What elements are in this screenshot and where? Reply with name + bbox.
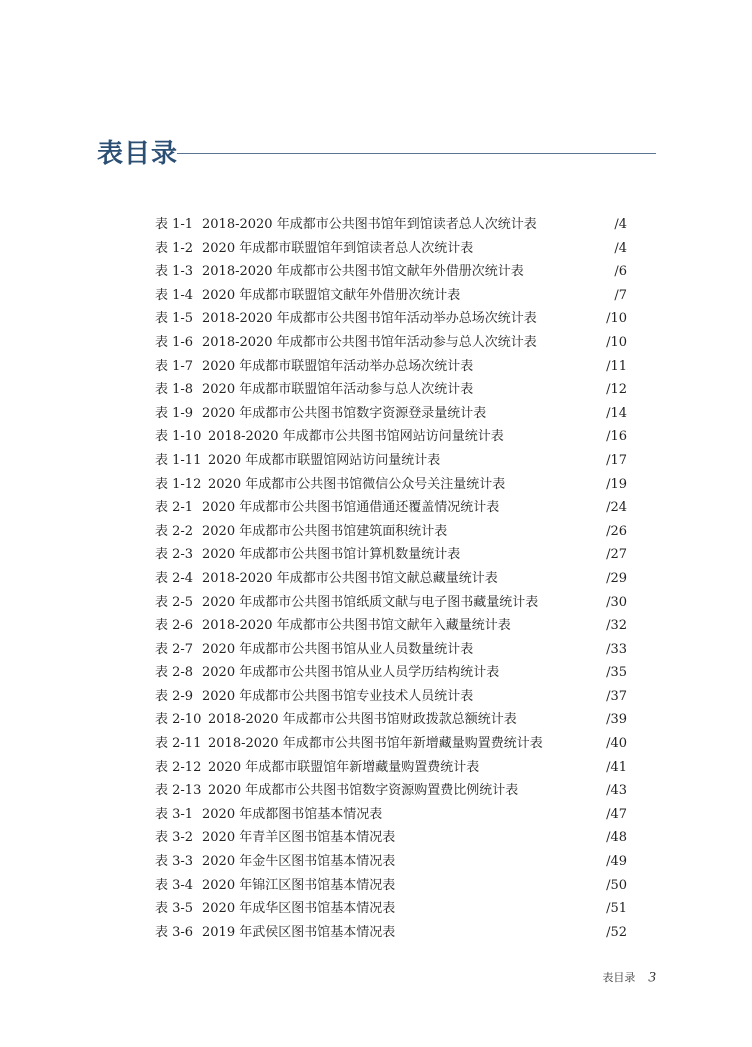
toc-entry-title: 2020 年成都市公共图书馆通借通还覆盖情况统计表 <box>202 500 500 516</box>
toc-entry-page: /30 <box>606 594 627 610</box>
toc-entry[interactable] <box>155 567 627 591</box>
toc-entry-label: 表 2-1 <box>155 500 194 516</box>
toc-entry-label: 表 1-4 <box>155 287 194 303</box>
toc-entry-page: /19 <box>606 476 627 492</box>
toc-entry-label: 表 2-9 <box>155 688 194 704</box>
footer-page-number: 3 <box>648 969 656 986</box>
page-footer <box>602 966 656 988</box>
toc-entry-page: /49 <box>606 854 627 870</box>
toc-entry-title: 2020 年锦江区图书馆基本情况表 <box>202 877 396 893</box>
toc-entry-page: /52 <box>606 924 627 940</box>
toc-entry-page: /29 <box>606 570 627 586</box>
toc-entry-title: 2020 年成都市公共图书馆专业技术人员统计表 <box>202 688 474 704</box>
toc-entry-page: /10 <box>606 311 627 327</box>
toc-entry-title: 2020 年成都市公共图书馆数字资源购置费比例统计表 <box>208 783 519 799</box>
toc-entry-page: /27 <box>606 547 627 563</box>
toc-entry-title: 2020 年成都市公共图书馆数字资源登录量统计表 <box>202 405 487 421</box>
toc-entry-title: 2020 年成都市联盟馆年活动参与总人次统计表 <box>202 382 474 398</box>
toc-entry[interactable] <box>155 591 627 615</box>
toc-entry[interactable] <box>155 355 627 379</box>
toc-entry[interactable] <box>155 496 627 520</box>
toc-entry-label: 表 1-7 <box>155 358 194 374</box>
toc-entry-label: 表 1-3 <box>155 264 194 280</box>
toc-entry-title: 2018-2020 年成都市公共图书馆年到馆读者总人次统计表 <box>202 217 537 232</box>
toc-entry[interactable] <box>155 284 627 308</box>
toc-entry-page: /41 <box>606 759 627 775</box>
toc-entry-title: 2020 年成华区图书馆基本情况表 <box>202 901 396 917</box>
toc-entry-page: /26 <box>606 523 627 539</box>
toc-entry-title: 2020 年成都市联盟馆网站访问量统计表 <box>208 452 441 468</box>
toc-entry[interactable] <box>155 473 627 497</box>
toc-entry-page: /35 <box>606 665 627 681</box>
toc-entry-title: 2020 年成都市公共图书馆计算机数量统计表 <box>202 547 461 563</box>
toc-entry[interactable] <box>155 614 627 638</box>
toc-entry-title: 2018-2020 年成都市公共图书馆文献年入藏量统计表 <box>202 618 511 634</box>
toc-entry[interactable] <box>155 543 627 567</box>
toc-entry-label: 表 2-3 <box>155 547 194 563</box>
toc-entry-title: 2018-2020 年成都市公共图书馆网站访问量统计表 <box>208 429 504 445</box>
toc-entry-label: 表 2-2 <box>155 523 194 539</box>
toc-entry-label: 表 2-13 <box>155 783 202 799</box>
table-of-contents <box>155 213 627 944</box>
toc-entry-page: /11 <box>606 358 627 374</box>
toc-entry-page: /50 <box>606 877 627 893</box>
toc-entry-label: 表 1-12 <box>155 476 202 492</box>
footer-section-label: 表目录 <box>602 970 636 984</box>
toc-entry[interactable] <box>155 826 627 850</box>
toc-entry[interactable] <box>155 378 627 402</box>
toc-entry-label: 表 1-5 <box>155 311 194 327</box>
toc-entry-title: 2020 年成都市公共图书馆从业人员学历结构统计表 <box>202 665 500 681</box>
toc-entry-page: /16 <box>606 429 627 445</box>
toc-entry-page: /51 <box>606 901 627 917</box>
toc-entry-page: /39 <box>606 712 627 728</box>
toc-entry-label: 表 2-8 <box>155 665 194 681</box>
toc-entry-title: 2018-2020 年成都市公共图书馆文献总藏量统计表 <box>202 570 498 586</box>
toc-entry-page: /33 <box>606 641 627 657</box>
toc-entry-page: /40 <box>606 736 627 752</box>
toc-entry[interactable] <box>155 708 627 732</box>
toc-entry-label: 表 1-1 <box>155 217 194 232</box>
toc-entry-title: 2018-2020 年成都市公共图书馆年新增藏量购置费统计表 <box>208 736 543 752</box>
toc-entry-title: 2020 年成都市公共图书馆微信公众号关注量统计表 <box>208 476 506 492</box>
toc-entry[interactable] <box>155 661 627 685</box>
toc-entry-title: 2020 年成都图书馆基本情况表 <box>202 806 383 822</box>
toc-entry-title: 2020 年成都市公共图书馆从业人员数量统计表 <box>202 641 474 657</box>
toc-entry-page: /6 <box>614 264 627 280</box>
toc-entry-label: 表 1-11 <box>155 452 202 468</box>
toc-entry-label: 表 1-2 <box>155 240 194 256</box>
toc-entry-label: 表 2-10 <box>155 712 202 728</box>
toc-entry-label: 表 2-12 <box>155 759 202 775</box>
toc-entry-label: 表 1-10 <box>155 429 202 445</box>
toc-entry-title: 2020 年青羊区图书馆基本情况表 <box>202 830 396 846</box>
toc-entry-label: 表 3-2 <box>155 830 194 846</box>
toc-entry-page: /24 <box>606 500 627 516</box>
toc-entry-title: 2018-2020 年成都市公共图书馆文献年外借册次统计表 <box>202 264 524 280</box>
toc-entry-title: 2018-2020 年成都市公共图书馆年活动举办总场次统计表 <box>202 311 537 327</box>
toc-entry[interactable] <box>155 425 627 449</box>
toc-entry-title: 2020 年成都市公共图书馆建筑面积统计表 <box>202 523 448 539</box>
toc-entry-label: 表 3-3 <box>155 854 194 870</box>
toc-entry[interactable] <box>155 237 627 261</box>
toc-entry-title: 2020 年金牛区图书馆基本情况表 <box>202 854 396 870</box>
toc-entry[interactable] <box>155 638 627 662</box>
toc-entry-label: 表 3-5 <box>155 901 194 917</box>
toc-entry[interactable] <box>155 897 627 921</box>
toc-entry[interactable] <box>155 213 627 237</box>
toc-entry-title: 2020 年成都市联盟馆年活动举办总场次统计表 <box>202 358 474 374</box>
toc-entry[interactable] <box>155 685 627 709</box>
toc-entry-page: /14 <box>606 405 627 421</box>
toc-entry[interactable] <box>155 779 627 803</box>
toc-entry[interactable] <box>155 307 627 331</box>
toc-entry[interactable] <box>155 449 627 473</box>
toc-entry-title: 2018-2020 年成都市公共图书馆财政拨款总额统计表 <box>208 712 517 728</box>
title-divider <box>177 153 656 154</box>
toc-entry-page: /47 <box>606 806 627 822</box>
toc-entry[interactable] <box>155 921 627 945</box>
toc-entry-label: 表 2-7 <box>155 641 194 657</box>
toc-entry-page: /43 <box>606 783 627 799</box>
toc-entry-page: /32 <box>606 618 627 634</box>
toc-entry-label: 表 2-5 <box>155 594 194 610</box>
toc-entry-label: 表 2-11 <box>155 736 202 752</box>
toc-entry[interactable] <box>155 874 627 898</box>
toc-entry[interactable] <box>155 331 627 355</box>
toc-entry-title: 2020 年成都市联盟馆文献年外借册次统计表 <box>202 287 461 303</box>
toc-entry-title: 2019 年武侯区图书馆基本情况表 <box>202 924 396 940</box>
toc-entry-page: /12 <box>606 382 627 398</box>
toc-entry-label: 表 2-6 <box>155 618 194 634</box>
toc-entry[interactable] <box>155 260 627 284</box>
toc-entry-title: 2020 年成都市联盟馆年新增藏量购置费统计表 <box>208 759 480 775</box>
toc-entry-label: 表 3-6 <box>155 924 194 940</box>
toc-entry[interactable] <box>155 402 627 426</box>
page-title: 表目录 <box>97 139 179 169</box>
toc-entry-page: /10 <box>606 334 627 350</box>
toc-entry-page: /4 <box>614 217 627 232</box>
toc-entry-page: /7 <box>614 287 627 303</box>
toc-entry-label: 表 3-4 <box>155 877 194 893</box>
toc-entry[interactable] <box>155 756 627 780</box>
toc-entry-page: /37 <box>606 688 627 704</box>
toc-entry-label: 表 3-1 <box>155 806 194 822</box>
toc-entry-page: /48 <box>606 830 627 846</box>
toc-entry-label: 表 1-8 <box>155 382 194 398</box>
page-header <box>97 136 656 176</box>
toc-entry-title: 2020 年成都市联盟馆年到馆读者总人次统计表 <box>202 240 474 256</box>
toc-entry[interactable] <box>155 520 627 544</box>
toc-entry[interactable] <box>155 732 627 756</box>
toc-entry[interactable] <box>155 803 627 827</box>
toc-entry-page: /4 <box>614 240 627 256</box>
toc-entry-title: 2020 年成都市公共图书馆纸质文献与电子图书藏量统计表 <box>202 594 539 610</box>
toc-entry[interactable] <box>155 850 627 874</box>
toc-entry-label: 表 1-6 <box>155 334 194 350</box>
toc-entry-label: 表 2-4 <box>155 570 194 586</box>
toc-entry-page: /17 <box>606 452 627 468</box>
toc-entry-title: 2018-2020 年成都市公共图书馆年活动参与总人次统计表 <box>202 334 537 350</box>
toc-entry-label: 表 1-9 <box>155 405 194 421</box>
